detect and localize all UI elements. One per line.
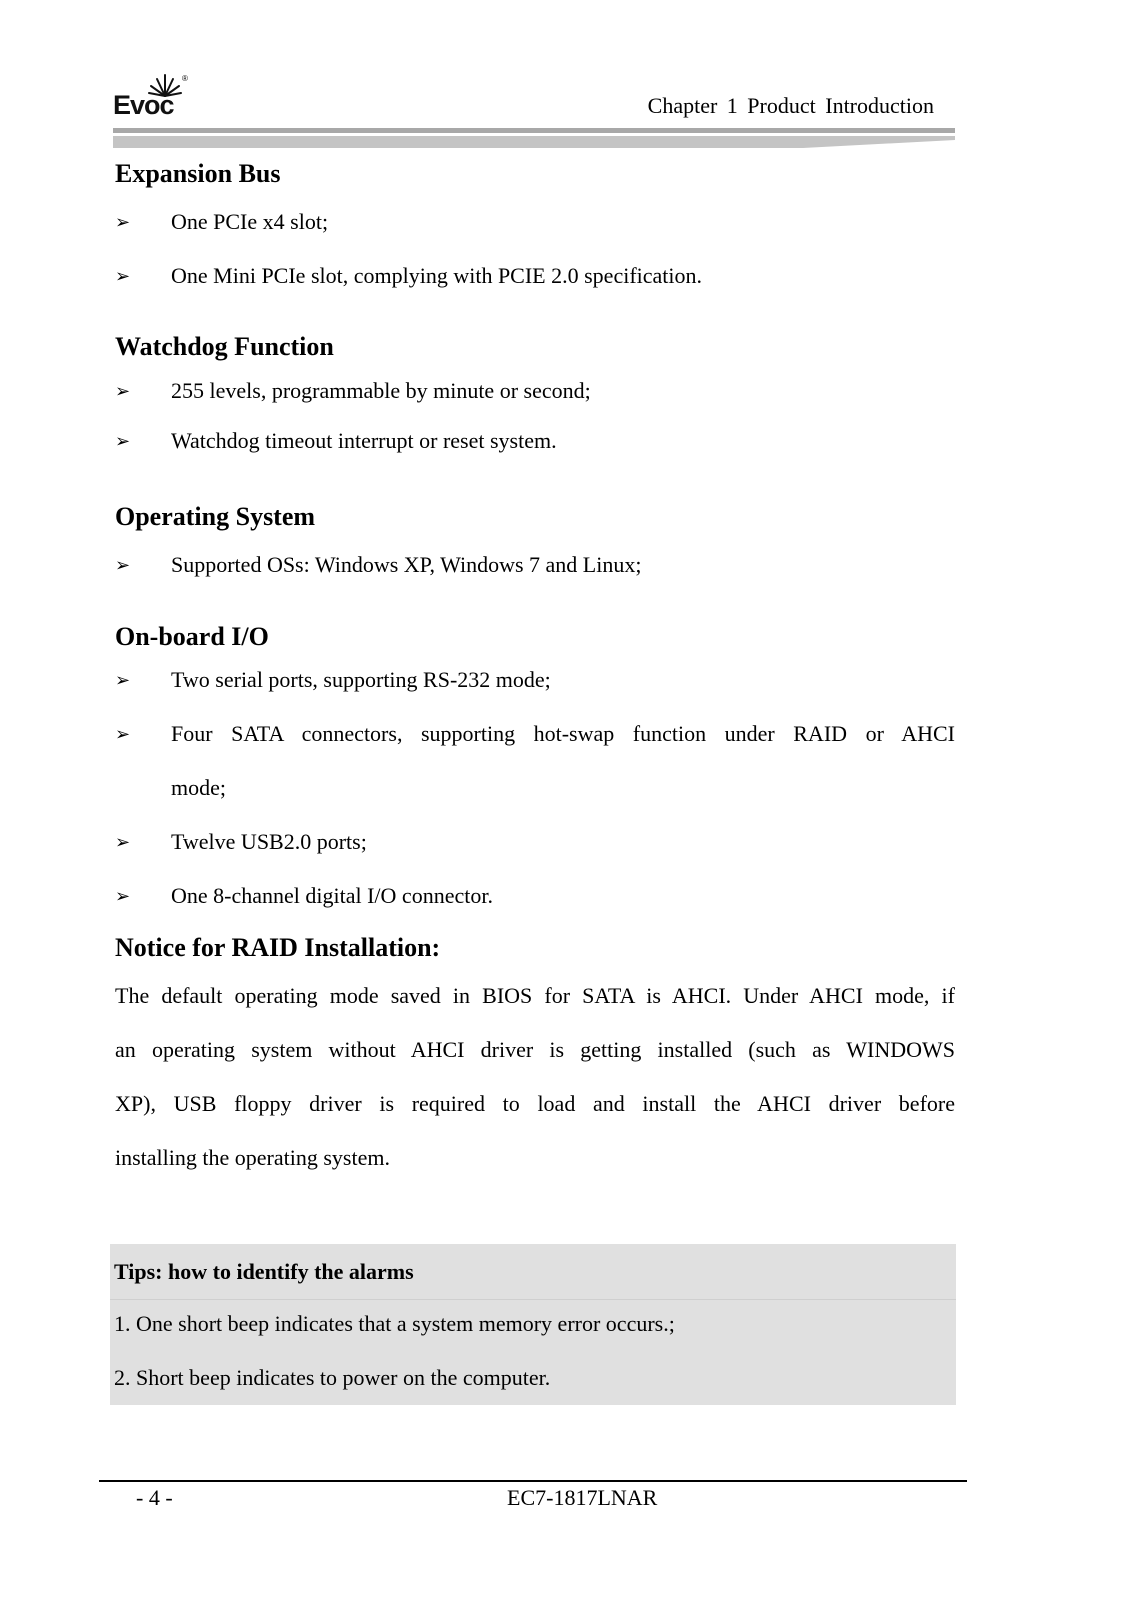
- arrowhead-bullet-icon: ➢: [115, 554, 131, 575]
- tips-box: [110, 1244, 956, 1405]
- list-item: ➢ Four SATA connectors, supporting hot-swap function under RAID or AHCI: [115, 720, 955, 746]
- arrowhead-bullet-icon: ➢: [115, 381, 131, 402]
- footer-rule: [99, 1480, 967, 1482]
- section-heading-watchdog-function: Watchdog Function: [115, 332, 334, 362]
- arrowhead-bullet-icon: ➢: [115, 831, 131, 852]
- list-item-continuation: mode;: [171, 774, 226, 800]
- tips-title: Tips: how to identify the alarms: [114, 1259, 414, 1284]
- list-item: ➢ One PCIe x4 slot;: [115, 209, 329, 235]
- arrowhead-bullet-icon: ➢: [115, 266, 131, 287]
- arrowhead-bullet-icon: ➢: [115, 431, 131, 452]
- evoc-logo: [113, 72, 193, 124]
- list-item: ➢ One 8-channel digital I/O connector.: [115, 882, 493, 908]
- logo-text: Evoc: [113, 90, 174, 120]
- arrowhead-bullet-icon: ➢: [115, 723, 131, 744]
- list-item: ➢ 255 levels, programmable by minute or second;: [115, 378, 591, 404]
- list-item: ➢ Twelve USB2.0 ports;: [115, 828, 367, 854]
- section-heading-operating-system: Operating System: [115, 502, 316, 532]
- notice-paragraph: The default operating mode saved in BIOS for SATA is AHCI. Under AHCI mode, if an operating system without AHCI driver is getting installed (such as WINDOWS XP), USB floppy driver is required to load and install the AHCI driver before installing the operating system.: [115, 982, 955, 1170]
- registered-mark: ®: [182, 74, 188, 83]
- list-item: ➢ Watchdog timeout interrupt or reset system.: [115, 428, 557, 454]
- arrowhead-bullet-icon: ➢: [115, 669, 131, 690]
- tips-item: 2. Short beep indicates to power on the computer.: [114, 1365, 551, 1390]
- arrowhead-bullet-icon: ➢: [115, 885, 131, 906]
- tips-divider: [110, 1299, 956, 1300]
- section-heading-expansion-bus: Expansion Bus: [115, 159, 281, 188]
- model-number: EC7-1817LNAR: [507, 1485, 658, 1510]
- section-heading-onboard-io: On-board I/O: [115, 621, 269, 651]
- tips-item: 1. One short beep indicates that a system memory error occurs.;: [114, 1311, 675, 1336]
- list-item: ➢ Supported OSs: Windows XP, Windows 7 and Linux;: [115, 551, 642, 577]
- header-rule: [113, 128, 955, 150]
- page-number: - 4 -: [136, 1485, 173, 1510]
- notice-heading: Notice for RAID Installation:: [115, 932, 441, 962]
- arrowhead-bullet-icon: ➢: [115, 212, 131, 233]
- main-content: [115, 158, 955, 1185]
- chapter-title: Chapter 1 Product Introduction: [647, 93, 934, 118]
- list-item: ➢ Two serial ports, supporting RS-232 mode;: [115, 666, 551, 692]
- list-item: ➢ One Mini PCIe slot, complying with PCIE 2.0 specification.: [115, 263, 703, 289]
